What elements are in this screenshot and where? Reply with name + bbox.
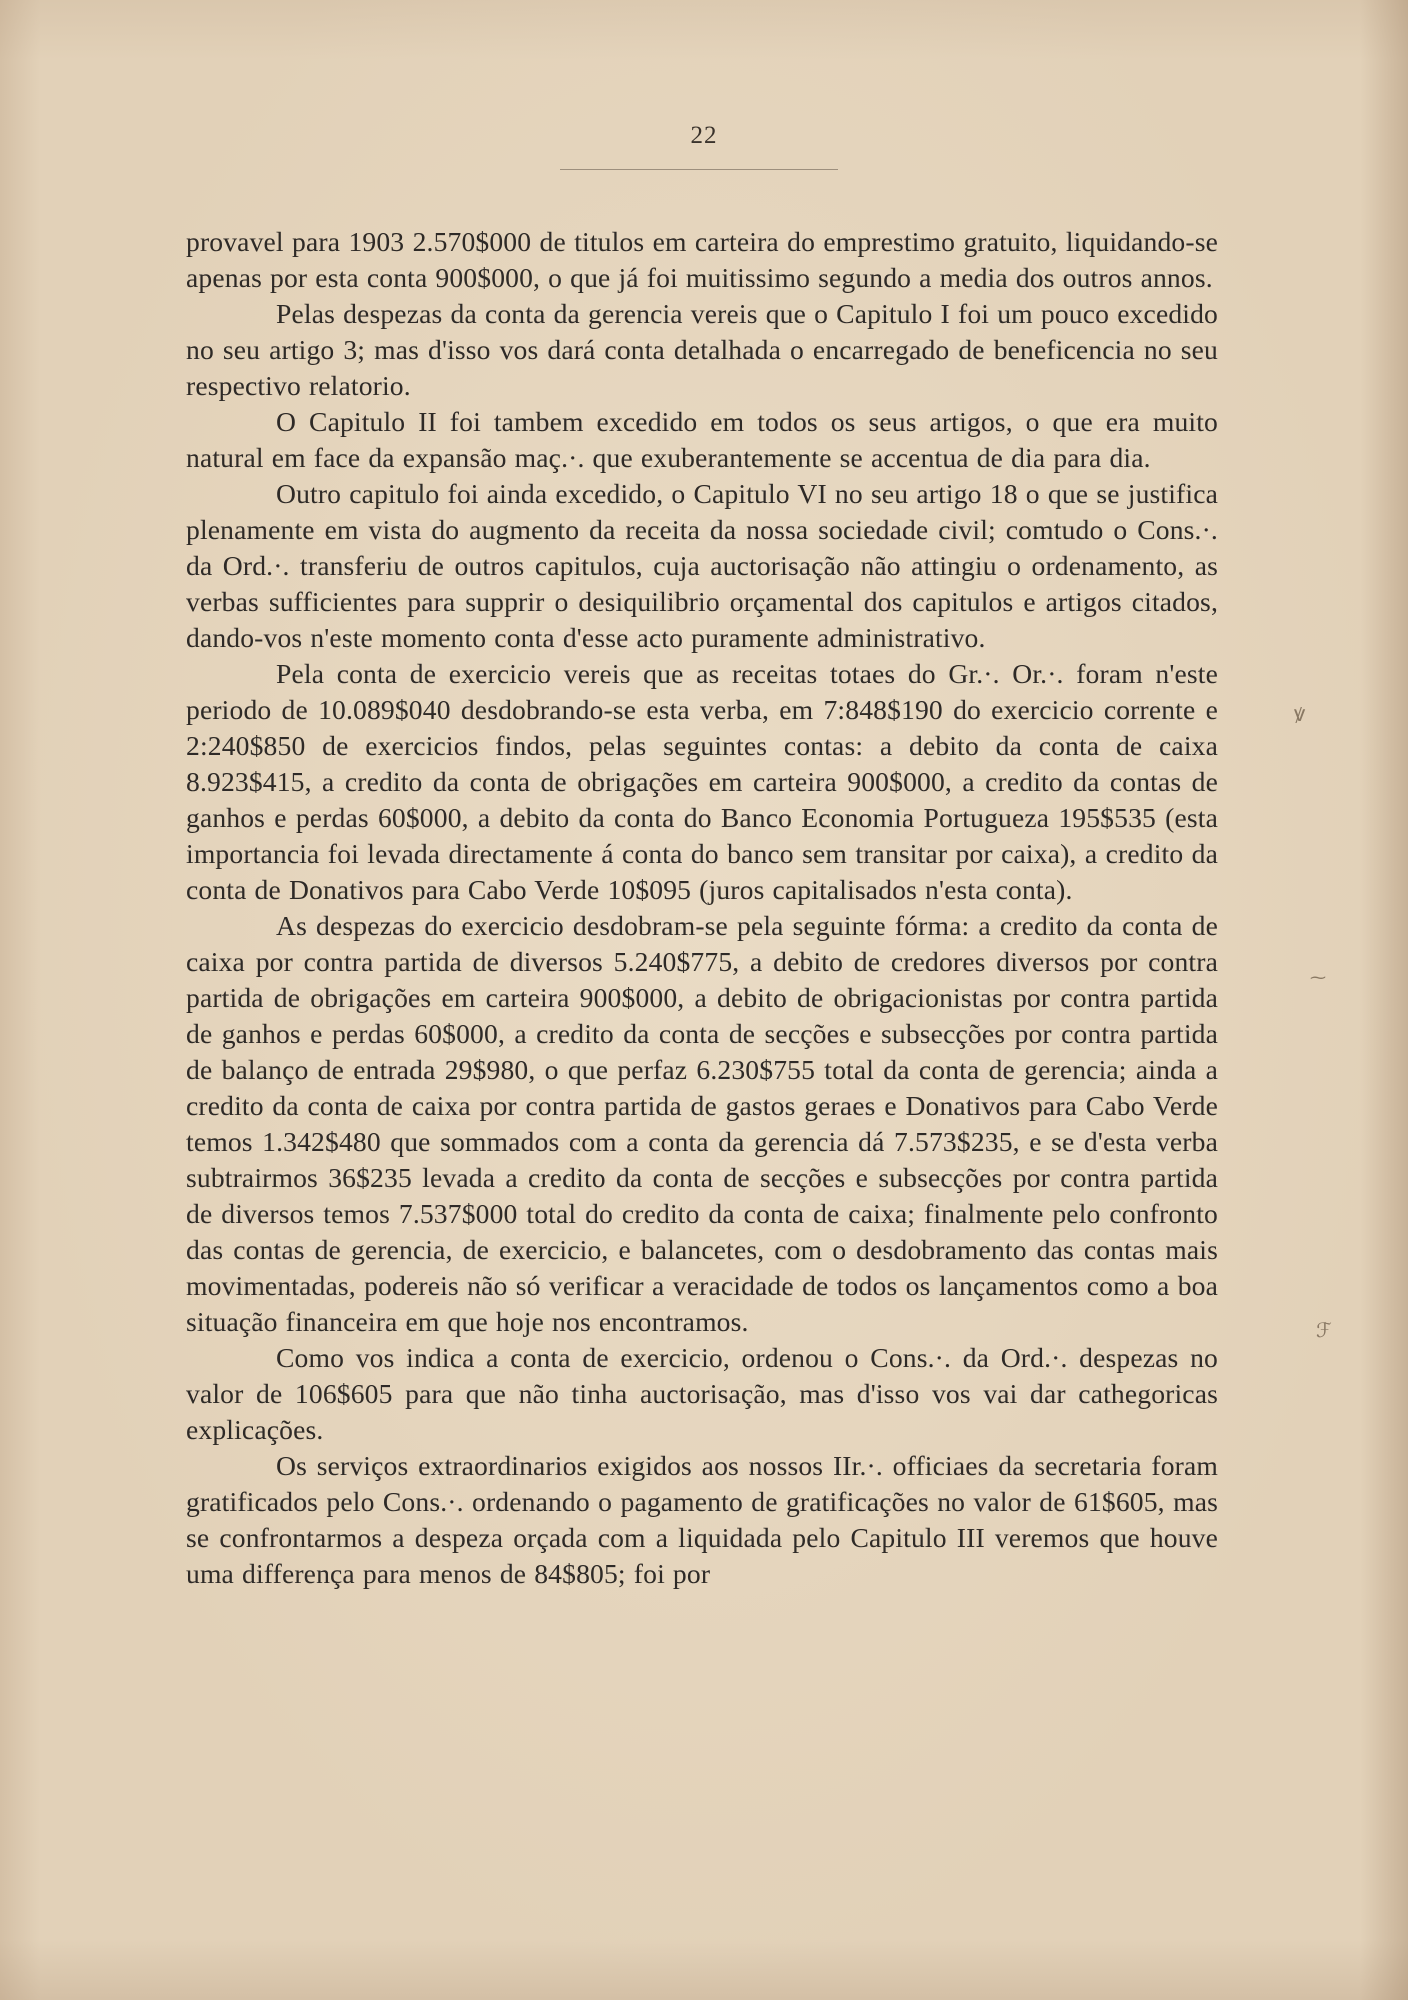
header-rule <box>560 169 838 170</box>
body-text <box>186 224 1218 1592</box>
page-number: 22 <box>690 122 718 149</box>
paragraph-7: Como vos indica a conta de exercicio, ordenou o Cons.·. da Ord.·. despezas no valor de 106$605 para que não tinha auctorisação, mas d'isso vos vai dar cathegoricas explicações. <box>186 1342 1218 1445</box>
paragraph-3: O Capitulo II foi tambem excedido em todos os seus artigos, o que era muito natural em face da expansão maç.·. que exuberantemente se accentua de dia para dia. <box>186 406 1218 473</box>
paragraph-2: Pelas despezas da conta da gerencia vereis que o Capitulo I foi um pouco excedido no seu artigo 3; mas d'isso vos dará conta detalhada o encarregado de beneficencia no seu respectivo relatorio. <box>186 298 1218 401</box>
paragraph-8: Os serviços extraordinarios exigidos aos nossos IIr.·. officiaes da secretaria foram gratificados pelo Cons.·. ordenando o pagamento de gratificações no valor de 61$605, mas se confrontarmos a despeza orçada com a liquidada pelo Capitulo III veremos que houve uma differença para menos de 84$805; foi por <box>186 1450 1218 1589</box>
paragraph-4: Outro capitulo foi ainda excedido, o Capitulo VI no seu artigo 18 o que se justifica plenamente em vista do augmento da receita da nossa sociedade civil; comtudo o Cons.·. da Ord.·. transferiu de outros capitulos, cuja auctorisação não attingiu o ordenamento, as verbas sufficientes para supprir o desiquilibrio orçamental dos capitulos e artigos citados, dando-vos n'este momento conta d'esse acto puramente administrativo. <box>186 478 1218 653</box>
margin-mark-3: ℱ <box>1316 1318 1332 1342</box>
paragraph-1: provavel para 1903 2.570$000 de titulos em carteira do emprestimo gratuito, liquidando-se apenas por esta conta 900$000, o que já foi muitissimo segundo a media dos outros annos. <box>186 226 1218 293</box>
margin-mark-1: ꝟ <box>1294 702 1306 727</box>
paragraph-5: Pela conta de exercicio vereis que as receitas totaes do Gr.·. Or.·. foram n'este periodo de 10.089$040 desdobrando-se esta verba, em 7:848$190 do exercicio corrente e 2:240$850 de exercicios findos, pelas seguintes contas: a debito da conta de caixa 8.923$415, a credito da conta de obrigações em carteira 900$000, a credito da contas de ganhos e perdas 60$000, a debito da conta do Banco Economia Portugueza 195$535 (esta importancia foi levada directamente á conta do banco sem transitar por caixa), a credito da conta de Donativos para Cabo Verde 10$095 (juros capitalisados n'esta conta). <box>186 658 1218 905</box>
margin-mark-2: ⁓ <box>1310 968 1326 987</box>
paragraph-6: As despezas do exercicio desdobram-se pela seguinte fórma: a credito da conta de caixa por contra partida de diversos 5.240$775, a debito de credores diversos por contra partida de obrigações em carteira 900$000, a debito de obrigacionistas por contra partida de ganhos e perdas 60$000, a credito da conta de secções e subsecções por contra partida de balanço de entrada 29$980, o que perfaz 6.230$755 total da conta de gerencia; ainda a credito da conta de caixa por contra partida de gastos geraes e Donativos para Cabo Verde temos 1.342$480 que sommados com a conta da gerencia dá 7.573$235, e se d'esta verba subtrairmos 36$235 levada a credito da conta de secções e subsecções por contra partida de diversos temos 7.537$000 total do credito da conta de caixa; finalmente pelo confronto das contas de gerencia, de exercicio, e balancetes, com o desdobramento das contas mais movimentadas, podereis não só verificar a veracidade de todos os lançamentos como a boa situação financeira em que hoje nos encontramos. <box>186 910 1218 1337</box>
